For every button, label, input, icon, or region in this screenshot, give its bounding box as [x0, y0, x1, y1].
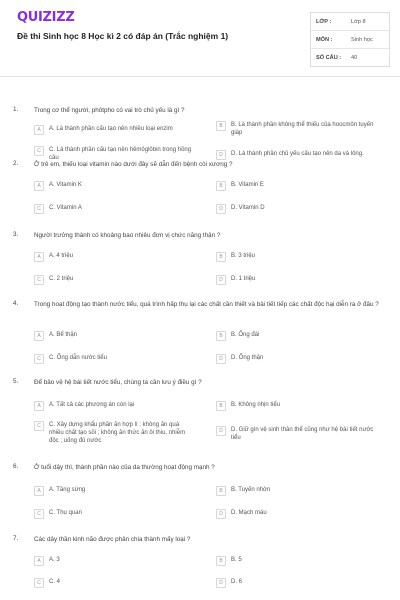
- question-text: Để bảo vệ hệ bài tiết nước tiểu, chúng ta cần lưu ý điều gì ?: [34, 379, 202, 386]
- option-letter-box: A: [34, 181, 44, 191]
- option-c[interactable]: [34, 509, 194, 519]
- option-b[interactable]: [216, 486, 386, 496]
- option-text: A. Bể thận: [49, 332, 78, 338]
- option-text: B. 5: [231, 557, 242, 563]
- option-a[interactable]: [34, 401, 194, 411]
- option-text: C. Là thành phần cấu tạo nên hêmôglôbin trong hồng cầu: [49, 147, 192, 161]
- option-letter-box: A: [34, 252, 44, 262]
- meta-row-grade: [311, 13, 389, 31]
- option-a[interactable]: [34, 556, 194, 566]
- option-text: A. Vitamin K: [49, 182, 82, 188]
- option-a[interactable]: [34, 181, 194, 191]
- meta-key: MÔN :: [316, 36, 333, 43]
- option-letter-box: B: [216, 556, 226, 566]
- option-letter-box: D: [216, 275, 226, 285]
- option-d[interactable]: [216, 578, 386, 588]
- option-letter-box: C: [34, 146, 44, 156]
- question-number: 1.: [13, 106, 19, 113]
- option-letter-box: C: [34, 275, 44, 285]
- option-letter-box: D: [216, 150, 226, 160]
- option-text: C. 2 triệu: [49, 276, 74, 282]
- question-number: 5.: [13, 378, 19, 385]
- option-text: C. 4: [49, 579, 61, 585]
- option-d[interactable]: [216, 509, 386, 519]
- option-letter-box: D: [216, 578, 226, 588]
- meta-table: [310, 12, 390, 67]
- option-letter-box: C: [34, 578, 44, 588]
- option-text: D. Vitamin D: [231, 205, 265, 211]
- option-b[interactable]: [216, 331, 386, 341]
- option-b[interactable]: [216, 252, 386, 262]
- option-letter-box: B: [216, 181, 226, 191]
- option-letter-box: C: [34, 204, 44, 214]
- option-text: C. Vitamin A: [49, 205, 82, 211]
- option-b[interactable]: [216, 121, 386, 137]
- option-letter-box: D: [216, 204, 226, 214]
- option-text: A. 3: [49, 557, 60, 563]
- header-divider: [0, 76, 400, 77]
- question-text: Ở trẻ em, thiếu loại vitamin nào dưới đây sẽ dẫn đến bệnh còi xương ?: [34, 161, 233, 168]
- option-text: D. Giữ gìn vệ sinh thân thể cũng như hệ bài tiết nước tiểu: [231, 427, 374, 441]
- meta-key: LỚP :: [316, 18, 332, 25]
- question-text: Ở tuổi dậy thì, thành phần nào của da thường hoạt động mạnh ?: [34, 464, 215, 471]
- meta-value: Lớp 8: [351, 18, 366, 25]
- option-b[interactable]: [216, 401, 386, 411]
- quizizz-logo: QUIZIZZ: [17, 10, 75, 25]
- option-b[interactable]: [216, 181, 386, 191]
- option-d[interactable]: [216, 426, 381, 442]
- option-text: B. Là thành phần không thể thiếu của hoocmôn tuyến giáp: [231, 122, 374, 136]
- option-c[interactable]: [34, 578, 194, 588]
- option-a[interactable]: [34, 252, 194, 262]
- option-text: D. 1 triệu: [231, 276, 256, 282]
- option-text: D. 6: [231, 579, 243, 585]
- option-text: B. Vitamin E: [231, 182, 264, 188]
- question-number: 7.: [13, 535, 19, 542]
- question-number: 6.: [13, 463, 19, 470]
- option-b[interactable]: [216, 556, 386, 566]
- option-text: B. Tuyến nhờn: [231, 487, 271, 493]
- meta-value: Sinh học: [351, 36, 373, 43]
- question-number: 4.: [13, 300, 19, 307]
- option-text: A. 4 triệu: [49, 253, 74, 259]
- document-header: [0, 0, 400, 76]
- question-number: 3.: [13, 231, 19, 238]
- option-text: B. Ống đái: [231, 332, 260, 338]
- option-text: D. Ống thận: [231, 355, 264, 361]
- option-text: D. Mạch máu: [231, 510, 267, 516]
- option-letter-box: A: [34, 331, 44, 341]
- option-text: B. 3 triệu: [231, 253, 256, 259]
- meta-key: SỐ CÂU :: [316, 54, 342, 61]
- option-d[interactable]: [216, 275, 386, 285]
- option-letter-box: B: [216, 331, 226, 341]
- option-c[interactable]: [34, 354, 194, 364]
- option-d[interactable]: [216, 150, 391, 160]
- option-letter-box: A: [34, 401, 44, 411]
- option-a[interactable]: [34, 486, 194, 496]
- option-letter-box: D: [216, 426, 226, 436]
- option-letter-box: B: [216, 486, 226, 496]
- option-letter-box: A: [34, 125, 44, 135]
- question-number: 2.: [13, 160, 19, 167]
- option-d[interactable]: [216, 204, 386, 214]
- option-text: A. Tất cả các phương án còn lại: [49, 402, 135, 408]
- option-letter-box: C: [34, 354, 44, 364]
- meta-value: 40: [351, 54, 358, 61]
- option-text: A. Là thành phần cấu tạo nên nhiều loại enzim: [49, 126, 173, 132]
- meta-row-subject: [311, 31, 389, 49]
- option-c[interactable]: [34, 204, 194, 214]
- option-letter-box: D: [216, 354, 226, 364]
- option-text: D. Là thành phần chủ yếu cấu tạo nên da và lông.: [231, 151, 364, 157]
- option-a[interactable]: [34, 331, 194, 341]
- option-text: C. Ống dẫn nước tiểu: [49, 355, 107, 361]
- meta-row-question-count: [311, 49, 389, 66]
- question-text: Các dây thần kinh não được phân chia thành mấy loại ?: [34, 536, 191, 543]
- option-letter-box: C: [34, 509, 44, 519]
- option-a[interactable]: [34, 125, 194, 135]
- option-letter-box: B: [216, 252, 226, 262]
- option-text: A. Tầng sừng: [49, 487, 86, 493]
- option-letter-box: D: [216, 509, 226, 519]
- option-text: C. Xây dựng khẩu phần ăn hợp lí : không ăn quá nhiều chất tạo sỏi ; không ăn thức ăn ôi thiu, nhiễm độc ; uống đủ nước: [49, 422, 186, 444]
- option-c[interactable]: [34, 421, 194, 445]
- option-c[interactable]: [34, 275, 194, 285]
- option-letter-box: B: [216, 121, 226, 131]
- question-text: Trong hoạt động tạo thành nước tiểu, quá trình hấp thụ lại các chất cần thiết và bài tiết tiếp các chất độc hại diễn ra ở đâu ?: [34, 301, 379, 308]
- option-letter-box: B: [216, 401, 226, 411]
- document-title: Đề thi Sinh học 8 Học kì 2 có đáp án (Trắc nghiệm 1): [17, 31, 229, 41]
- option-text: B. Không nhịn tiểu: [231, 402, 281, 408]
- option-letter-box: C: [34, 421, 44, 431]
- option-letter-box: A: [34, 486, 44, 496]
- option-letter-box: A: [34, 556, 44, 566]
- option-d[interactable]: [216, 354, 386, 364]
- question-text: Người trưởng thành có khoảng bao nhiêu đơn vị chức năng thận ?: [34, 232, 221, 239]
- question-text: Trong cơ thể người, phôtpho có vai trò chủ yếu là gì ?: [34, 107, 185, 114]
- option-text: C. Thụ quan: [49, 510, 82, 516]
